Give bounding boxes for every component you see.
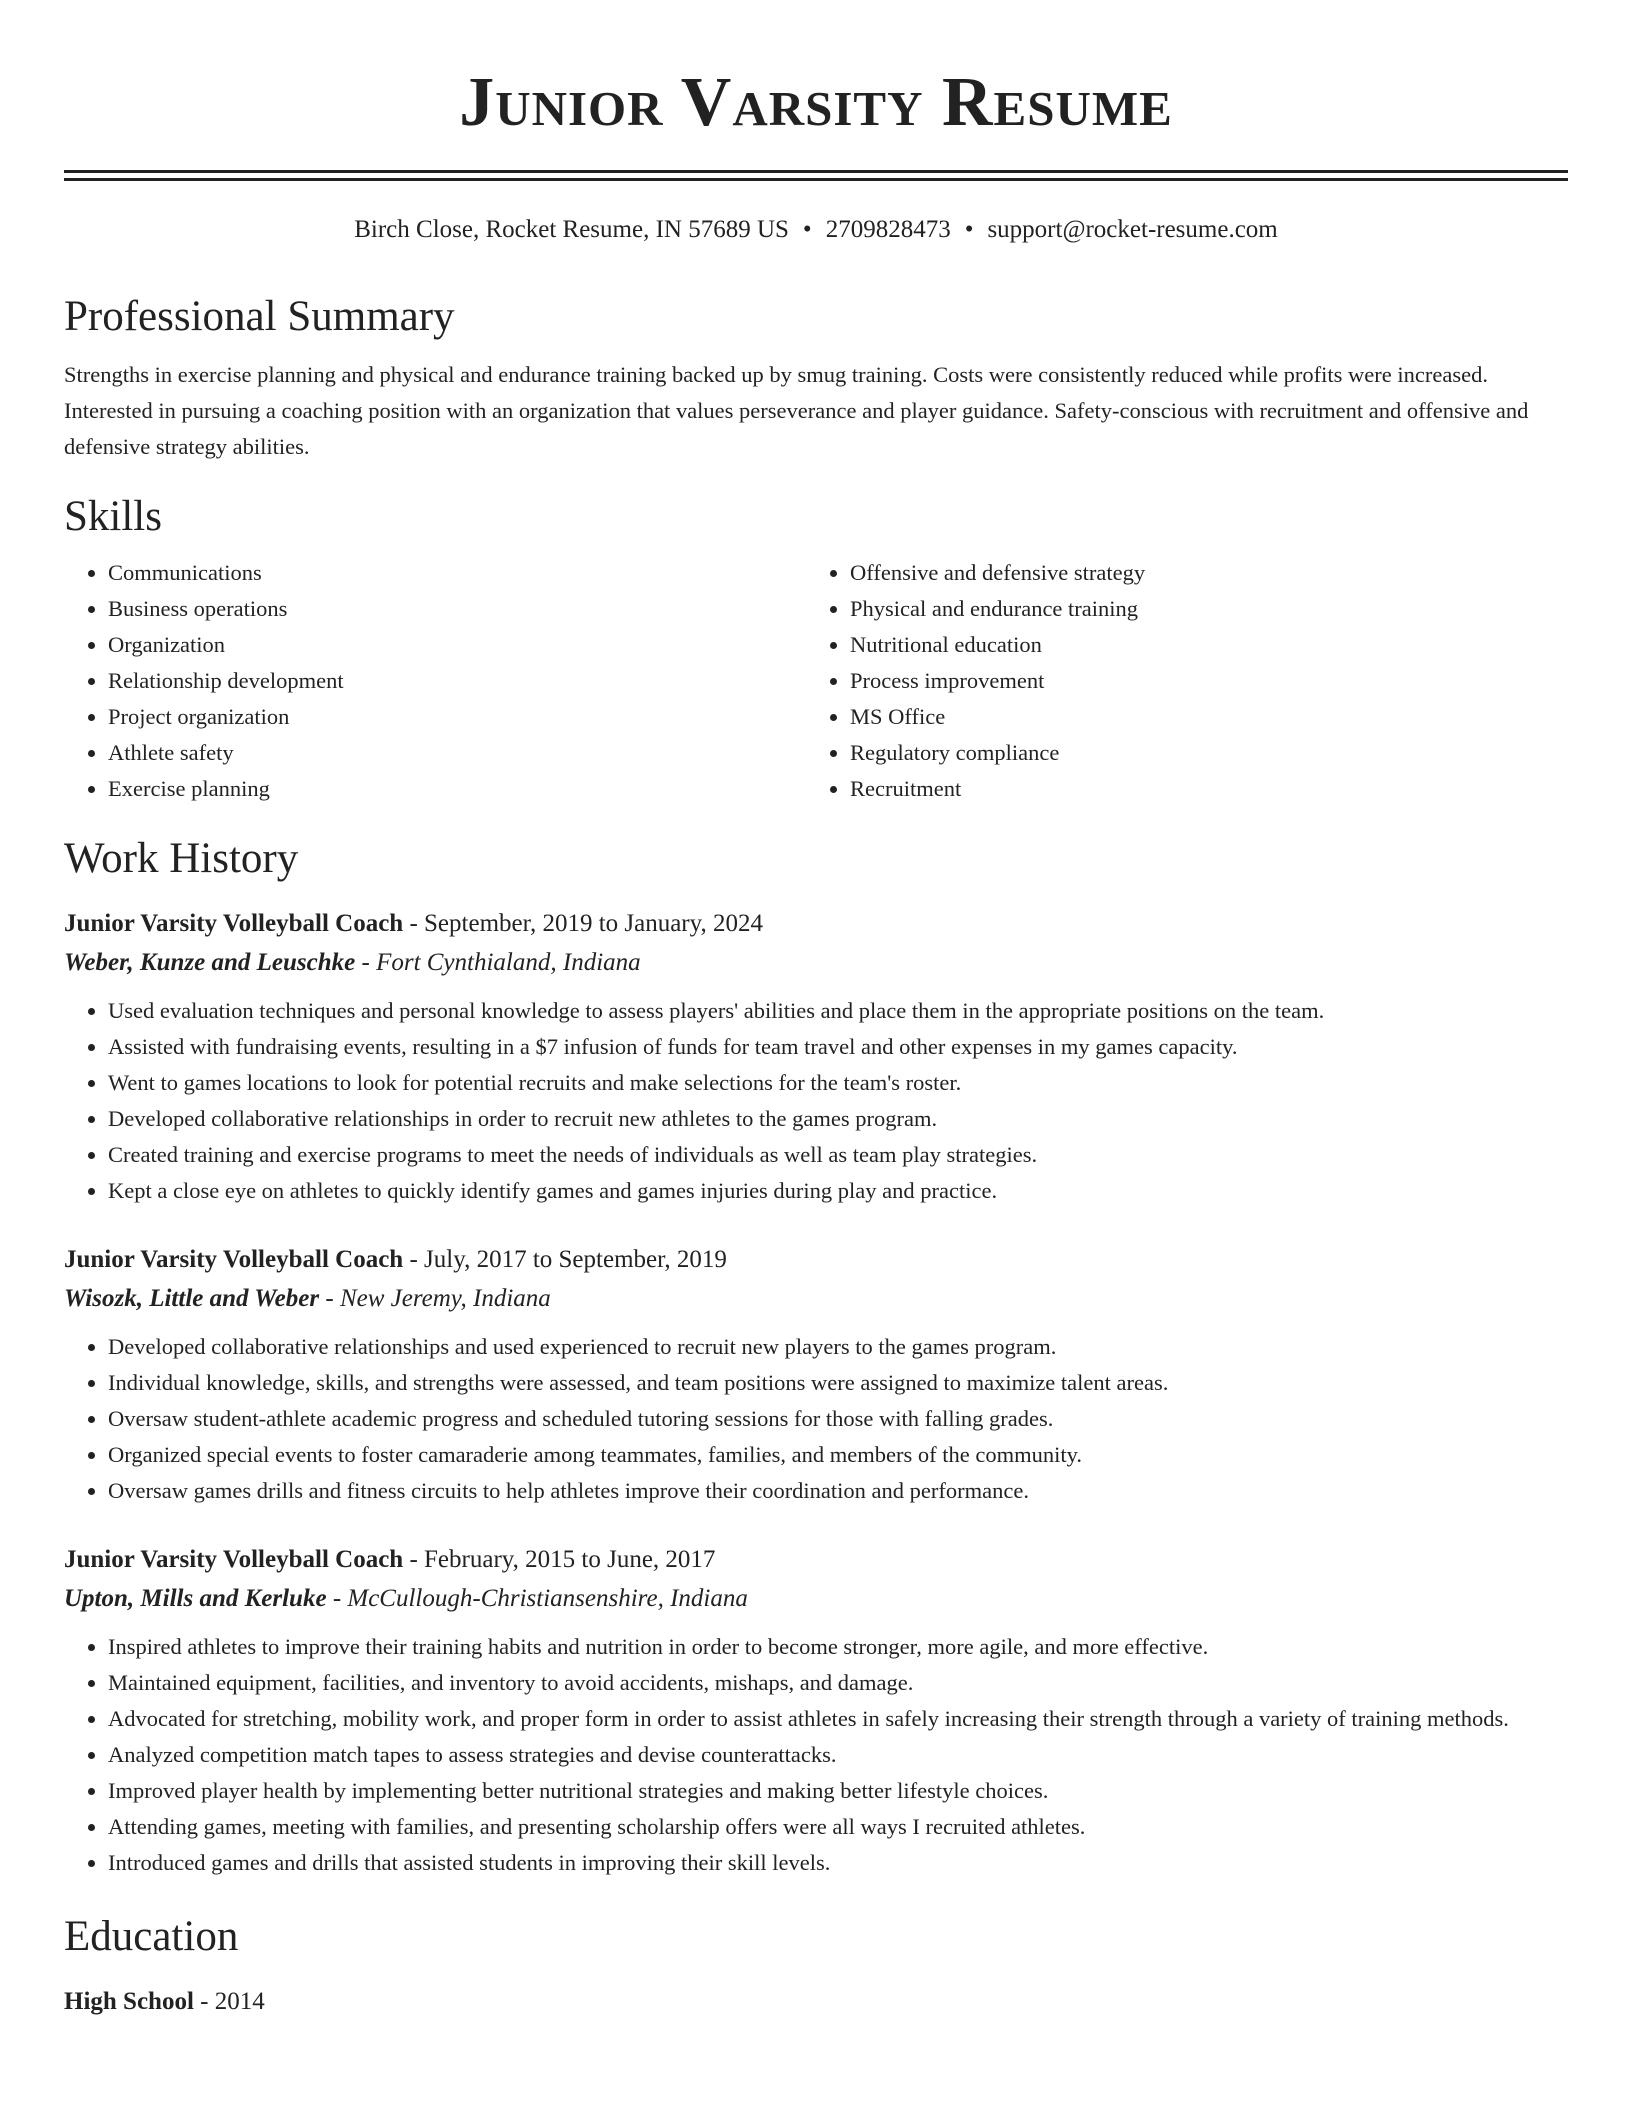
summary-text: Strengths in exercise planning and physical and endurance training backed up by smug training. Costs were consistently reduced while profits were increased. Interested in pursuing a coaching position with an organization that values perseverance and player guidance. Safety-conscious with recruitment and offensive and defensive strategy abilities. xyxy=(64,362,1529,459)
work-history-heading: Work History xyxy=(64,835,299,882)
company-line: Weber, Kunze and Leuschke - Fort Cynthialand, Indiana xyxy=(64,949,641,976)
job-bullet: • Analyzed competition match tapes to assess strategies and devise counterattacks. xyxy=(108,1737,1568,1773)
job-bullet: • Introduced games and drills that assisted students in improving their skill levels. xyxy=(108,1845,1568,1881)
job-title-line: Junior Varsity Volleyball Coach - July, 2017 to September, 2019 xyxy=(64,1246,727,1273)
job-bullet: • Maintained equipment, facilities, and inventory to avoid accidents, mishaps, and damage. xyxy=(108,1665,1568,1701)
job-bullet: • Oversaw student-athlete academic progress and scheduled tutoring sessions for those with falling grades. xyxy=(108,1401,1568,1437)
skill-item: • Nutritional education xyxy=(850,627,1145,663)
education-heading: Education xyxy=(64,1913,239,1960)
company-line: Wisozk, Little and Weber - New Jeremy, Indiana xyxy=(64,1285,551,1312)
job-entry xyxy=(64,1541,1568,1881)
contact-separator: • xyxy=(964,216,974,243)
skill-item: • Business operations xyxy=(108,591,806,627)
skills-heading: Skills xyxy=(64,493,162,540)
skill-item: • Exercise planning xyxy=(108,771,806,807)
company-name: Weber, Kunze and Leuschke xyxy=(64,949,356,976)
job-dates: February, 2015 to June, 2017 xyxy=(424,1546,716,1573)
job-title: Junior Varsity Volleyball Coach xyxy=(64,1546,404,1573)
job-bullet: • Attending games, meeting with families, and presenting scholarship offers were all ways I recruited athletes. xyxy=(108,1809,1568,1845)
skill-item: • Regulatory compliance xyxy=(850,735,1145,771)
job-bullet: • Inspired athletes to improve their training habits and nutrition in order to become stronger, more agile, and more effective. xyxy=(108,1629,1568,1665)
contact-line xyxy=(64,213,1568,247)
job-bullet: • Developed collaborative relationships and used experienced to recruit new players to the games program. xyxy=(108,1329,1568,1365)
job-bullets xyxy=(64,993,1568,1209)
job-bullet: • Organized special events to foster camaraderie among teammates, families, and members of the community. xyxy=(108,1437,1568,1473)
skill-item: • Physical and endurance training xyxy=(850,591,1145,627)
contact-email: support@rocket-resume.com xyxy=(987,216,1278,243)
job-bullet: • Assisted with fundraising events, resulting in a $7 infusion of funds for team travel and other expenses in my games capacity. xyxy=(108,1029,1568,1065)
job-bullet: • Used evaluation techniques and personal knowledge to assess players' abilities and place them in the appropriate positions on the team. xyxy=(108,993,1568,1029)
skill-item: • Relationship development xyxy=(108,663,806,699)
resume-title: Junior Varsity Resume xyxy=(459,64,1173,141)
company-name: Upton, Mills and Kerluke xyxy=(64,1585,327,1612)
skill-item: • Offensive and defensive strategy xyxy=(850,555,1145,591)
education-year: 2014 xyxy=(214,1988,265,2015)
job-bullet: • Created training and exercise programs to meet the needs of individuals as well as team play strategies. xyxy=(108,1137,1568,1173)
job-bullet: • Kept a close eye on athletes to quickly identify games and games injuries during play and practice. xyxy=(108,1173,1568,1209)
job-dates: July, 2017 to September, 2019 xyxy=(424,1246,727,1273)
job-bullets xyxy=(64,1329,1568,1509)
title-divider-top xyxy=(64,170,1568,173)
contact-address: Birch Close, Rocket Resume, IN 57689 US xyxy=(354,216,789,243)
contact-separator: • xyxy=(802,216,812,243)
job-bullet: • Oversaw games drills and fitness circuits to help athletes improve their coordination and performance. xyxy=(108,1473,1568,1509)
job-entry xyxy=(64,1241,1568,1509)
job-title-line: Junior Varsity Volleyball Coach - September, 2019 to January, 2024 xyxy=(64,910,764,937)
job-bullet: • Individual knowledge, skills, and strengths were assessed, and team positions were assigned to maximize talent areas. xyxy=(108,1365,1568,1401)
job-entry xyxy=(64,905,1568,1209)
skill-item: • Communications xyxy=(108,555,806,591)
job-title: Junior Varsity Volleyball Coach xyxy=(64,910,404,937)
skills-column-left xyxy=(64,555,806,807)
education-entry: High School - 2014 xyxy=(64,1988,265,2015)
job-bullet: • Went to games locations to look for potential recruits and make selections for the team's roster. xyxy=(108,1065,1568,1101)
skill-item: • Recruitment xyxy=(850,771,1145,807)
job-bullets xyxy=(64,1629,1568,1881)
company-line: Upton, Mills and Kerluke - McCullough-Christiansenshire, Indiana xyxy=(64,1585,748,1612)
job-bullet: • Developed collaborative relationships in order to recruit new athletes to the games program. xyxy=(108,1101,1568,1137)
contact-phone: 2709828473 xyxy=(825,216,951,243)
skills-list xyxy=(64,555,1568,807)
job-bullet: • Advocated for stretching, mobility work, and proper form in order to assist athletes in safely increasing their strength through a variety of training methods. xyxy=(108,1701,1568,1737)
summary-heading: Professional Summary xyxy=(64,293,455,340)
company-location: Fort Cynthialand, Indiana xyxy=(376,949,641,976)
education-degree: High School xyxy=(64,1988,194,2015)
job-title-line: Junior Varsity Volleyball Coach - February, 2015 to June, 2017 xyxy=(64,1546,716,1573)
job-title: Junior Varsity Volleyball Coach xyxy=(64,1246,404,1273)
title-divider-bottom xyxy=(64,178,1568,181)
skill-item: • MS Office xyxy=(850,699,1145,735)
job-bullet: • Improved player health by implementing better nutritional strategies and making better lifestyle choices. xyxy=(108,1773,1568,1809)
skill-item: • Process improvement xyxy=(850,663,1145,699)
skill-item: • Project organization xyxy=(108,699,806,735)
skill-item: • Organization xyxy=(108,627,806,663)
skills-column-right xyxy=(806,555,1145,807)
company-location: McCullough-Christiansenshire, Indiana xyxy=(347,1585,748,1612)
job-dates: September, 2019 to January, 2024 xyxy=(424,910,764,937)
company-location: New Jeremy, Indiana xyxy=(339,1285,551,1312)
skill-item: • Athlete safety xyxy=(108,735,806,771)
company-name: Wisozk, Little and Weber xyxy=(64,1285,320,1312)
